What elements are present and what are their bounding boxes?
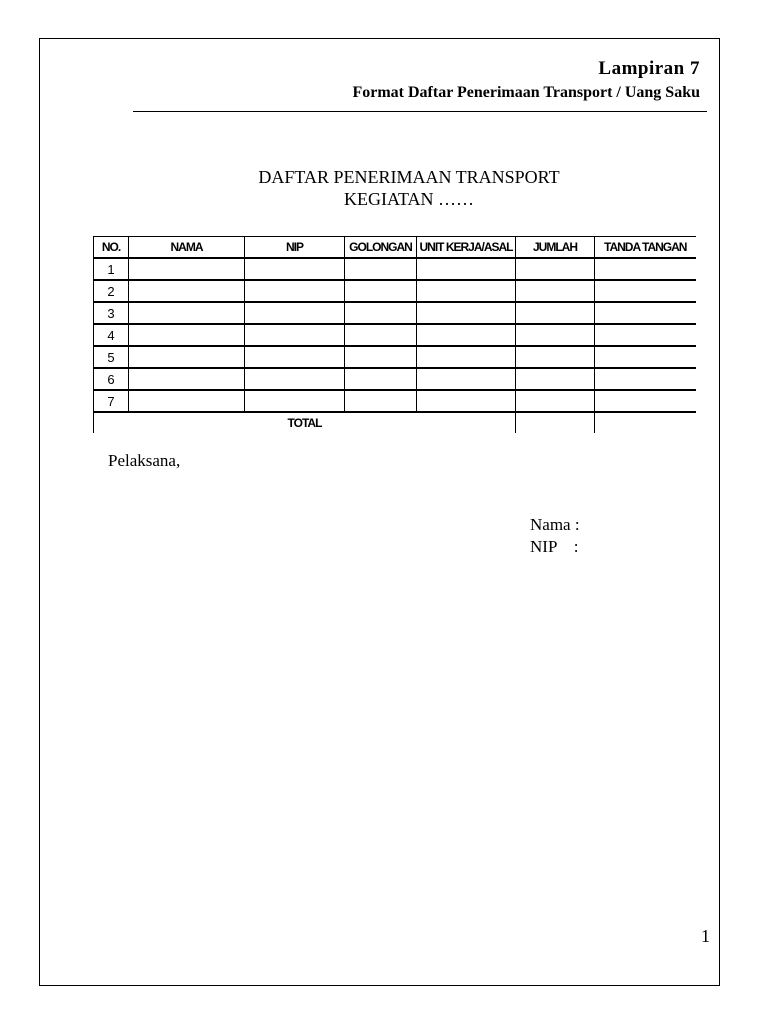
table-header-row [94,237,696,259]
cell-golongan [345,258,417,280]
appendix-subtitle: Format Daftar Penerimaan Transport / Uang Saku [352,84,700,101]
cell-unit-kerja [417,280,516,302]
page-number: 1 [701,926,710,946]
table-row [94,258,696,280]
total-label: TOTAL [94,412,516,433]
table-row [94,346,696,368]
row-number: 3 [94,302,129,324]
cell-golongan [345,280,417,302]
row-number: 6 [94,368,129,390]
cell-golongan [345,346,417,368]
document-subtitle: KEGIATAN …… [343,189,475,209]
cell-nip [245,324,345,346]
cell-tanda-tangan [595,324,696,346]
cell-tanda-tangan [595,280,696,302]
cell-jumlah [516,390,595,412]
cell-tanda-tangan [595,368,696,390]
cell-unit-kerja [417,368,516,390]
cell-tanda-tangan [595,302,696,324]
row-number: 4 [94,324,129,346]
cell-golongan [345,324,417,346]
row-number: 7 [94,390,129,412]
cell-unit-kerja [417,258,516,280]
table-row [94,280,696,302]
cell-nama [129,302,245,324]
cell-nip [245,258,345,280]
table-row [94,390,696,412]
cell-nip [245,368,345,390]
header-tanda-tangan: TANDA TANGAN [595,237,696,259]
cell-golongan [345,302,417,324]
header-unit-kerja: UNIT KERJA/ASAL [417,237,516,259]
cell-jumlah [516,302,595,324]
cell-jumlah [516,258,595,280]
appendix-label: Lampiran 7 [598,58,700,79]
cell-nip [245,346,345,368]
cell-nama [129,390,245,412]
cell-nama [129,324,245,346]
signer-name-label: Nama : [530,515,580,534]
cell-unit-kerja [417,302,516,324]
header-divider [133,111,707,112]
cell-jumlah [516,368,595,390]
document-title: DAFTAR PENERIMAAN TRANSPORT [258,167,560,187]
cell-unit-kerja [417,346,516,368]
cell-jumlah [516,324,595,346]
header-no: NO. [94,237,129,259]
row-number: 2 [94,280,129,302]
recipient-table [93,236,696,433]
cell-tanda-tangan [595,258,696,280]
signer-nip-label: NIP : [530,537,579,556]
cell-nip [245,302,345,324]
table-row [94,324,696,346]
cell-golongan [345,368,417,390]
cell-total-jumlah [516,412,595,433]
cell-nama [129,368,245,390]
header-nama: NAMA [129,237,245,259]
executor-label: Pelaksana, [108,451,181,470]
row-number: 5 [94,346,129,368]
header-nip: NIP [245,237,345,259]
cell-tanda-tangan [595,390,696,412]
table-row [94,368,696,390]
cell-nip [245,390,345,412]
cell-nama [129,280,245,302]
cell-nama [129,346,245,368]
header-golongan: GOLONGAN [345,237,417,259]
cell-golongan [345,390,417,412]
cell-nip [245,280,345,302]
header-jumlah: JUMLAH [516,237,595,259]
cell-tanda-tangan [595,346,696,368]
cell-total-tanda-tangan [595,412,696,433]
cell-unit-kerja [417,390,516,412]
row-number: 1 [94,258,129,280]
cell-nama [129,258,245,280]
cell-jumlah [516,280,595,302]
cell-jumlah [516,346,595,368]
total-row [94,412,696,433]
table-row [94,302,696,324]
cell-unit-kerja [417,324,516,346]
